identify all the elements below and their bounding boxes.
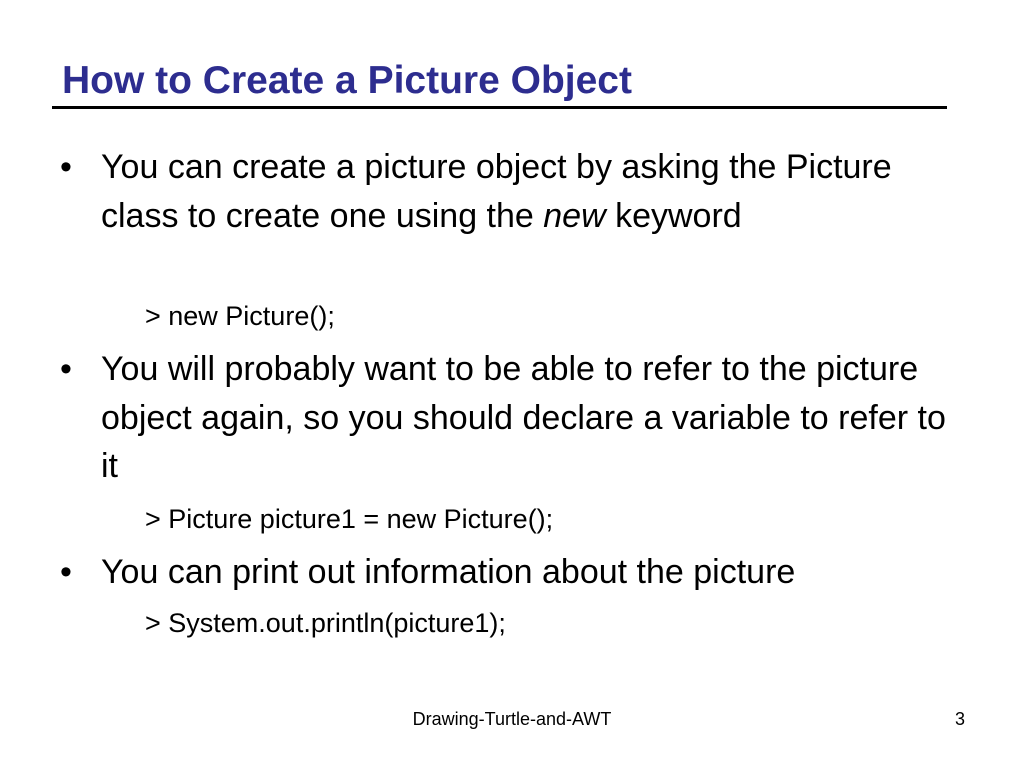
bullet-item-3 — [60, 548, 960, 597]
code-example-1: > new Picture(); — [145, 301, 335, 331]
code-example-3: > System.out.println(picture1); — [145, 608, 506, 638]
page-number: 3 — [954, 709, 965, 729]
bullet-text — [101, 143, 960, 240]
bullet-text-part: keyword — [605, 196, 742, 235]
bullet-marker: • — [60, 148, 72, 186]
bullet-text: You will probably want to be able to refer to the picture object again, so you should declare a variable to refer to it — [101, 350, 946, 485]
bullet-item-1 — [60, 143, 960, 240]
bullet-marker: • — [60, 553, 72, 591]
bullet-text: You can print out information about the picture — [101, 553, 796, 591]
bullet-item-2 — [60, 345, 960, 491]
footer-title: Drawing-Turtle-and-AWT — [412, 709, 612, 729]
code-example-2: > Picture picture1 = new Picture(); — [145, 504, 554, 534]
title-underline — [52, 106, 947, 109]
slide-title: How to Create a Picture Object — [62, 59, 632, 102]
bullet-marker: • — [60, 350, 72, 388]
bullet-text-part: You can create a picture object by asking the Picture class to create one using the — [101, 148, 892, 235]
bullet-text-emphasis: new — [543, 196, 606, 235]
